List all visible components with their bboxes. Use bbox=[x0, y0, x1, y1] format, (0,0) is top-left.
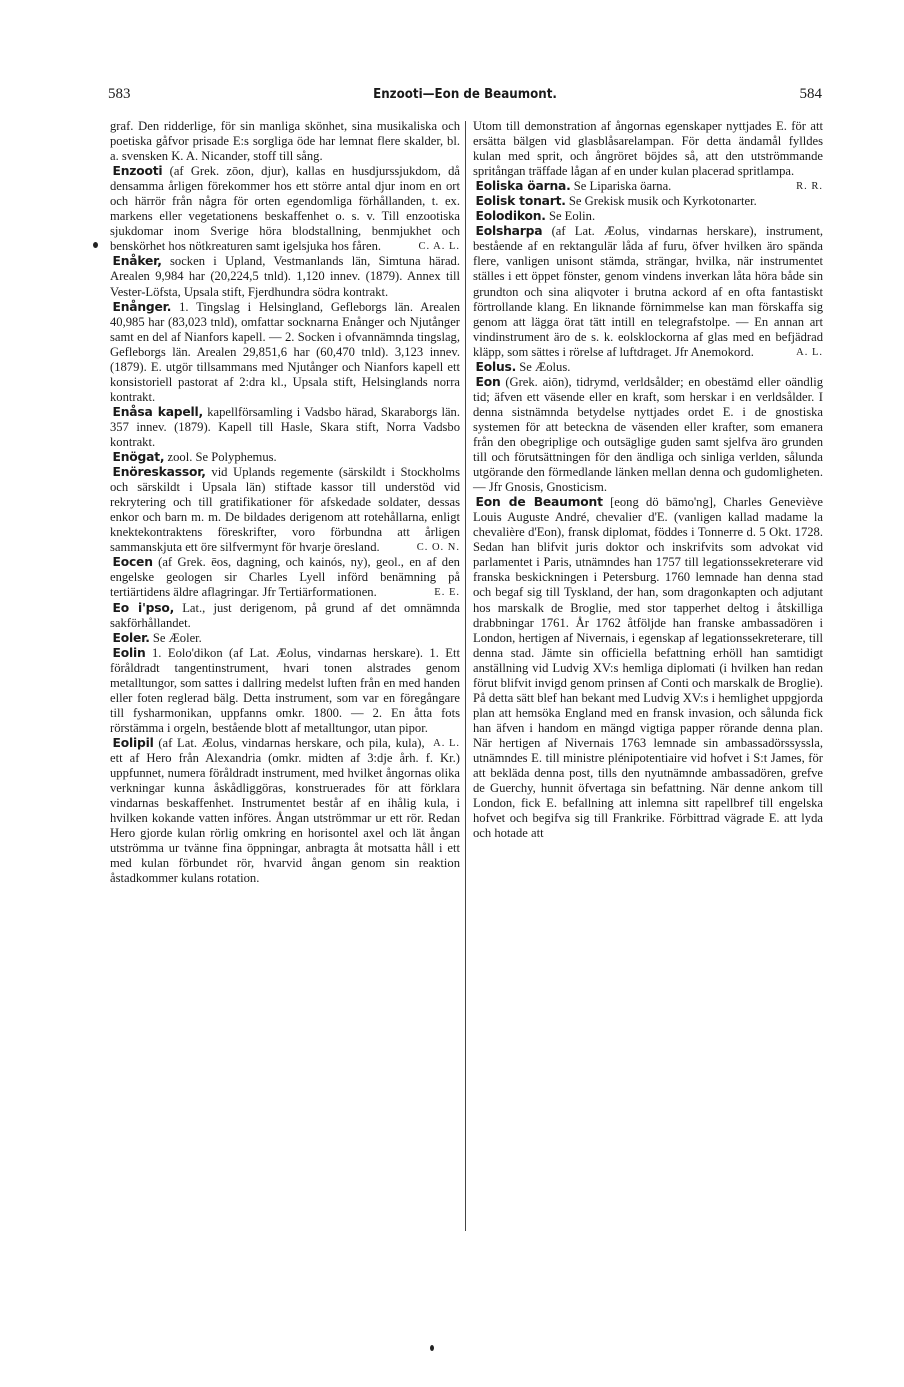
entry-text: Se Æolus. bbox=[519, 359, 571, 374]
entry bbox=[110, 300, 460, 405]
headword: Eolsharpa bbox=[475, 224, 543, 239]
entry bbox=[473, 224, 823, 359]
entry-text: graf. Den ridderlige, för sin manliga skönhet, sina musikaliska och poetiska gåfvor prisade E:s sorgliga öde har lemnat flere skalder, bl. a. svensken K. A. Nicander, stoff till sång. bbox=[110, 119, 460, 164]
entry bbox=[110, 465, 460, 555]
author-signature: C. A. L. bbox=[418, 241, 460, 253]
entry-text: 1. Eolo'dikon (af Lat. Æolus, vindarnas herskare). 1. Ett föråldradt tangentinstrument, hvari tonen alstrades genom metalltungor, som sattes i dallring medelst luften från en med handen eller foten reglerad bälg. Detta instrument, som var en föregångare till fysharmonikan, uppfanns omkr. 1800. — 2. En åtta fots rörstämma i orgeln, bestående blott af metalltungor, utan pipor. bbox=[110, 645, 460, 735]
entry bbox=[110, 405, 460, 450]
entry-text: zool. Se Polyphemus. bbox=[167, 450, 277, 465]
entry bbox=[110, 736, 460, 886]
right-column bbox=[473, 119, 823, 841]
column-rule bbox=[465, 121, 466, 1231]
headword: Eolus. bbox=[475, 359, 517, 374]
entry bbox=[473, 375, 823, 495]
headword: Eon bbox=[475, 374, 501, 389]
entry bbox=[110, 254, 460, 299]
headword: Eoliska öarna. bbox=[475, 179, 571, 194]
headword: Enöreskassor, bbox=[112, 465, 206, 480]
entry-text: (af Lat. Æolus, vindarnas herskare, och pila, kula), ett af Hero från Alexandria (omkr. midten af 3:dje årh. f. Kr.) uppfunnet, numera föråldradt instrument, med hvilket ångornas olika verkningar kunna åskådliggöras, konstruerades för att förklara vindarnas beskaffenhet. Instrumentet består af en ihålig kula, i hvilken kokande vatten införes. Ångan utströmmar ur ett rör. Redan Hero gjorde kulan rörlig omkring en horisontel axel och lät ångan utströmma ur tvänne fina öppningar, anbragta åt motsatta håll i ett med kulan förbundet rör, hvarvid ångan genom sin reaktion åstadkommer kulans rotation. bbox=[110, 735, 460, 886]
entry bbox=[473, 495, 823, 841]
headword: Eo i'pso, bbox=[112, 600, 175, 615]
headword: Enånger. bbox=[112, 299, 172, 314]
left-column bbox=[110, 119, 460, 886]
entry-text: Se Eolin. bbox=[548, 209, 596, 224]
headword: Enögat, bbox=[112, 450, 165, 465]
entry bbox=[473, 194, 823, 209]
headword: Enåsa kapell, bbox=[112, 404, 204, 419]
entry bbox=[110, 631, 460, 646]
entry bbox=[473, 360, 823, 375]
entry-text: Se Æoler. bbox=[152, 630, 202, 645]
entry-text: kapellförsamling i Vadsbo härad, Skaraborgs län. 357 innev. (1879). Kapell till Hasle, Skara stift, Norra Vadsbo kontrakt. bbox=[110, 404, 460, 449]
entry-text: 1. Tingslag i Helsingland, Gefleborgs län. Arealen 40,985 har (83,023 tnld), omfattar socknarna Enånger och Njutånger samt en del af Nianfors kapell. — 2. Socken i ofvannämnda tingslag, Gefleborgs län. Arealen 29,851,6 har (60,470 tnld). 3,123 innev. (1879). E. utgör tillsammans med Njutånger och Nianfors kapell ett konsistoriell pastorat af 2:dra kl., Upsala stift, Helsinglands norra kontrakt. bbox=[110, 299, 460, 404]
headword: Enzooti bbox=[112, 164, 163, 179]
entry-text: Se Grekisk musik och Kyrkotonarter. bbox=[568, 194, 757, 209]
author-signature: A. L. bbox=[433, 737, 460, 749]
entry bbox=[110, 450, 460, 465]
entry-text: Utom till demonstration af ångornas egenskaper nyttjades E. för att ersätta bälgen vid glasblåsarelampan. För detta ändamål fylldes kulan med sprit, och ångröret böjdes så, att den utströmmande spritångan träffade lågan af en under kulan placerad spritlampa. bbox=[473, 119, 823, 179]
entry bbox=[473, 179, 823, 194]
author-signature: C. O. N. bbox=[416, 542, 460, 554]
entry bbox=[110, 119, 460, 164]
entry-text: socken i Upland, Vestmanlands län, Simtuna härad. Arealen 9,984 har (20,224,5 tnld). 1,120 innev. (1879). Annex till Vester-Löfsta, Upsala stift, Fjerdhundra södra kontrakt. bbox=[110, 254, 460, 299]
headword: Eolodikon. bbox=[475, 209, 546, 224]
entry-text: Lat., just derigenom, på grund af det omnämnda sakförhållandet. bbox=[110, 600, 460, 630]
headword: Eon de Beaumont bbox=[475, 495, 603, 510]
headword: Eolin bbox=[112, 645, 146, 660]
entry-text: (Grek. aiōn), tidrymd, verldsålder; en obestämd eller oändlig tid; äfven ett väsende eller en kraft, som herskar i en verldsålder. I denna sistnämnda betydelse nyttjades ordet E. i de gnostiska systemen för att beteckna de väsenden eller krafter, som emanera från den obegriplige och outsäglige guden samt sjelfva äro grunden till och förutsättningen för den ändliga och sinliga verlden, sålunda utgörande den förmedlande länken mellan denna och gudomligheten. — Jfr Gnosis, Gnosticism. bbox=[473, 374, 823, 495]
headword: Eoler. bbox=[112, 630, 150, 645]
headword: Eocen bbox=[112, 555, 153, 570]
page-number-right: 584 bbox=[799, 86, 822, 102]
entry bbox=[110, 601, 460, 631]
headword: Enåker, bbox=[112, 254, 162, 269]
entry-text: [eong dö bämo'ng], Charles Geneviève Louis Auguste André, chevalier d'E. (vanligen kallad madame la chevalière d'Eon), fransk diplomat, föddes i Tonnerre d. 5 Okt. 1728. Sedan han blifvit juris doktor och inskrifvits som advokat vid parlamentet i Paris, utnämndes han 1757 till legationssekreterare vid franska beskickningen i Petersburg. 1760 lemnade han denna stad och begaf sig till Tyskland, der han, som dragonkapten och adjutant hos marskalk de Broglie, med stor tapperhet deltog i åtskilliga drabbningar 1761. År 1762 åtföljde han franske ambassadören i London, hertigen af Nivernais, i egenskap af legationssekreterare, till denna stad. Jämte sin officiella befattning erhöll han samtidigt anställning vid Ludvig XV:s hemliga diplomati (i hvilken han redan förut blifvit invigd genom prinsen af Conti och marskalk de Broglie). På detta sätt blef han bekant med Ludvig XV:s i hemlighet uppgjorda plan att hemsöka England med en fransk invasion, och sålunda fick han äfven i handom en mängd vigtiga papper rörande denna plan. När hertigen af Nivernais 1763 lemnade sin ambassadörssyssla, utnämndes E. till ministre plénipotentiaire vid hofvet i S:t James, för att bekläda denna post, tills den nyutnämnde ambassadören, grefve de Guerchy, hunnit öfvertaga sin befattning. När denne ankom till London, fick E. befallning att inlemna sitt rapellbref till engelska hofvet och begifva sig till Frankrike. Förbittrad vägrade E. att lyda och hotade att bbox=[473, 495, 824, 841]
entry-text: vid Uplands regemente (särskildt i Stockholms och särskildt i Upsala län) stiftade kassor till understöd vid rekrytering och till gratifikationer för afskedade soldater, dessas enkor och barn m. m. De bildades derigenom att rotehållarna, enligt knektekontraktens föreskrifter, voro förbundna att årligen sammanskjuta ett öre silfvermynt för hvarje öresland. bbox=[110, 465, 460, 555]
entry bbox=[110, 164, 460, 254]
page-number-left: 583 bbox=[108, 86, 131, 102]
author-signature: A. L. bbox=[796, 346, 823, 358]
headword: Eolipil bbox=[112, 735, 154, 750]
margin-mark bbox=[93, 242, 98, 248]
author-signature: E. E. bbox=[434, 587, 460, 599]
page-header bbox=[108, 86, 822, 110]
entry bbox=[110, 555, 460, 600]
entry bbox=[473, 209, 823, 224]
headword: Eolisk tonart. bbox=[475, 194, 566, 209]
entry-text: (af Grek. zōon, djur), kallas en husdjurssjukdom, då densamma årligen förekommer hos ett större antal djur inom en ort och härrör från några för orten egendomliga förhållanden, t. ex. markens eller vegetationens beskaffenhet o. s. v. Till enzootiska sjukdomar inom Sverige höra blodstallning, benmjukhet och benskörhet hos nötkreaturen samt igelsjuka hos fåren. bbox=[110, 164, 460, 254]
bottom-mark bbox=[430, 1345, 434, 1351]
author-signature: R. R. bbox=[796, 181, 823, 193]
entry-text: (af Lat. Æolus, vindarnas herskare), instrument, bestående af en rektangulär låda af furu, öfver hvilken äro spända flere, vanligen unisont stämda, strängar, hvilka, när instrumentet ställes i ett öppet fönster, genom vindens inverkan låta höra både sin grundton och sina aliqvoter i brutna ackord af en ofta fantastiskt förtrollande klang. En liknande förnimmelse kan man förskaffa sig genom att lägga örat tätt intill en telegrafstolpe. — En annan art vindinstrument äro de s. k. eolsklockorna af glas med en befjädrad kläpp, som sättes i rörelse af luftdraget. Jfr Anemokord. bbox=[473, 224, 823, 359]
entry-text: Se Lipariska öarna. bbox=[573, 179, 672, 194]
entry-text: (af Grek. ēos, dagning, och kainós, ny), geol., en af den engelske geologen sir Charles Lyell införd benämning på tertiärtidens äldre aflagringar. Jfr Tertiärformationen. bbox=[110, 555, 460, 600]
running-title: Enzooti—Eon de Beaumont. bbox=[373, 86, 557, 102]
